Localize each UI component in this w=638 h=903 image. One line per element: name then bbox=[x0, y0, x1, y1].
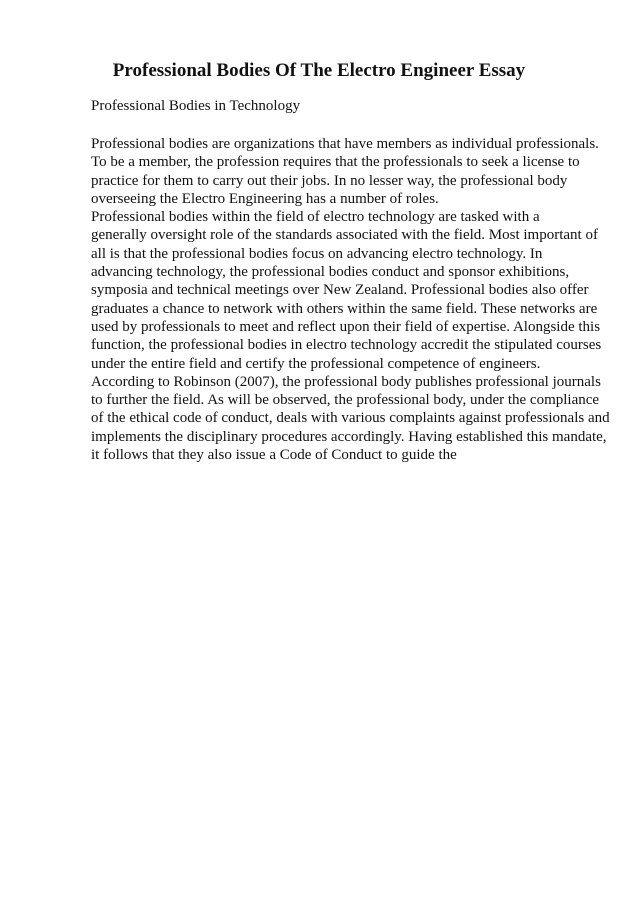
text-line: To be a member, the profession requires that the professionals to seek a license to bbox=[91, 154, 580, 171]
text-line: used by professionals to meet and reflect upon their field of expertise. Alongside this bbox=[91, 318, 601, 335]
text-line: under the entire field and certify the professional competence of engineers. bbox=[91, 355, 541, 372]
text-line: of the ethical code of conduct, deals with various complaints against professionals and bbox=[91, 410, 610, 427]
page-title: Professional Bodies Of The Electro Engineer Essay bbox=[112, 60, 526, 81]
section-subheading: Professional Bodies in Technology bbox=[91, 98, 301, 114]
text-line: overseeing the Electro Engineering has a number of roles. bbox=[91, 190, 439, 207]
text-line: generally oversight role of the standards associated with the field. Most important of bbox=[91, 227, 598, 244]
text-line: it follows that they also issue a Code of Conduct to guide the bbox=[91, 447, 457, 464]
text-line: to further the field. As will be observed, the professional body, under the compliance bbox=[91, 392, 600, 409]
text-line: function, the professional bodies in electro technology accredit the stipulated courses bbox=[91, 337, 602, 354]
text-line: Professional bodies within the field of electro technology are tasked with a bbox=[91, 209, 540, 226]
body-text bbox=[91, 135, 611, 464]
text-line: advancing technology, the professional bodies conduct and sponsor exhibitions, bbox=[91, 264, 570, 281]
text-line: symposia and technical meetings over New Zealand. Professional bodies also offer bbox=[91, 282, 589, 299]
text-line: According to Robinson (2007), the professional body publishes professional journals bbox=[91, 373, 601, 390]
text-line: Professional bodies are organizations that have members as individual professionals. bbox=[91, 136, 599, 152]
text-line: implements the disciplinary procedures accordingly. Having established this mandate, bbox=[91, 428, 607, 445]
text-line: all is that the professional bodies focus on advancing electro technology. In bbox=[91, 245, 543, 262]
text-line: graduates a chance to network with others within the same field. These networks are bbox=[91, 300, 598, 317]
text-line: practice for them to carry out their jobs. In no lesser way, the professional body bbox=[91, 172, 568, 189]
